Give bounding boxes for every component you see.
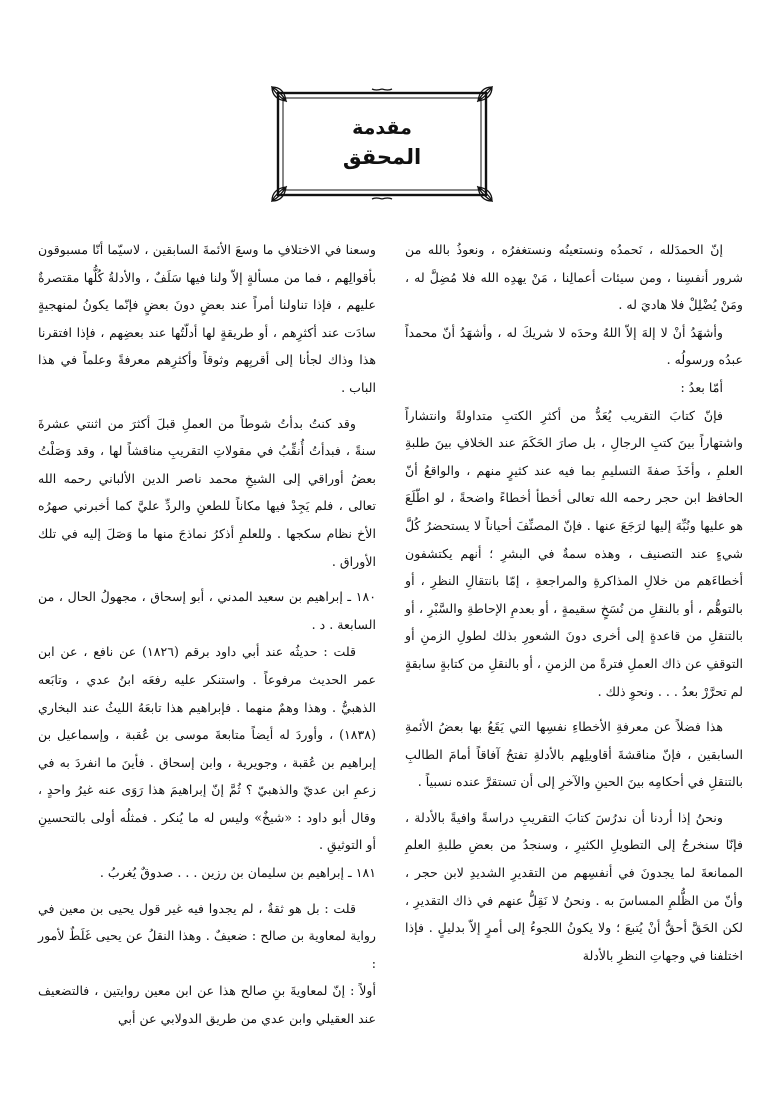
paragraph: ونحنُ إذا أردنا أن ندرُسَ كتابَ التقريبِ دراسةً وافيةً بالأدلة ، فإنّا سنخرجُ إلى التطويلِ الكثيرِ ، وسنجدُ من بعضِ طلبةِ العلمِ الممانعةَ لما يجدونَ في أنفسِهم من التقديرِ الشديدِ لابن حجر ، وأنّ من الظُّلمِ المساسَ به . ونحنُ لا نَقِلُّ عنهم في ذاك التقديرِ ، لكن الحَقَّ أحقُّ أنْ يُتبعَ ؛ ولا يكونُ اللجوءُ إلى أمرٍ إلاّ بدليلٍ . فإذا اختلفنا في وجهاتِ النظرِ بالأدلة xyxy=(405,809,743,963)
right-text-column xyxy=(405,236,743,969)
paragraph: فإنّ كتابَ التقريب يُعَدُّ من أكثرِ الكتبِ متداولةً وانتشاراً واشتهاراً بينَ كتبِ الرجالِ ، بل صارَ الحَكَمَ عند الخلافِ بينَ طلبةِ العلمِ ، وأخَذَ صفةَ التسليمِ بما فيه عند كثيرٍ منهم ، والواقعُ أنّ الحافظ ابن حجر رحمه الله تعالى أخطأ أخطاءً واضحةً ، لو اطّلَعَ هو عليها ونُبِّهَ إليها لرَجَعَ عنها . فإنّ المصنِّفَ أحياناً لا يستحضرُ كُلَّ شيءٍ عند التصنيف ، وهذه سمةٌ في البشرِ ؛ أنهم يكتشفون أخطاءَهم من خلالِ المذاكرةِ والمراجعةِ ، إمّا بانتقالِ النظرِ ، أو بالتوهُّم ، أو بالنقلِ من نُسَخٍ سقيمةٍ ، أو بعدمِ الإحاطةِ والسَّبْرِ ، أو بالتنقلِ من قاعدةٍ إلى أخرى دونَ الشعورِ بذلك لطولِ الزمنِ أو التوقفِ عن ذاك العملِ فترةً من الزمنِ ، أو بالنقلِ من كتابةٍ سابقةٍ لم تحرَّرْ بعدُ . . . ونحوِ ذلك . xyxy=(405,407,743,699)
paragraph: هذا فضلاً عن معرفةِ الأخطاءِ نفسِها التي يَقَعُ بها بعضُ الأئمةِ السابقين ، فإنّ مناقشةَ أقاويلِهم بالأدلةِ تفتحُ آفاقاً أمامَ الطالبِ بالتنقلِ في أحكامِه بينَ الحينِ والآخرِ إلى أن تستقرَّ عنده نسبياً . xyxy=(405,719,743,790)
paragraph: إنّ الحمدَلله ، نَحمدُه ونستعينُه ونستغفرُه ، ونعوذُ بالله من شرور أنفسِنا ، ومن سيئات أعمالِنا ، مَنْ يهدِه الله فلا مُضِلَّ له ، ومَنْ يُضْلِلْ فلا هاديَ له . xyxy=(405,242,743,313)
heading-line-1: مقدمة xyxy=(352,117,412,139)
paragraph: أمّا بعدُ : xyxy=(680,379,723,395)
paragraph: وأشهَدُ أنْ لا إلهَ إلاّ اللهُ وحدَه لا شريكَ له ، وأشهَدُ أنّ محمداً عبدُه ورسولُه . xyxy=(405,324,743,368)
paragraph: قلت : بل هو ثقةٌ ، لم يجدوا فيه غير قول يحيى بن معين في رواية لمعاوية بن صالح : ضعيفٌ . وهذا النقلُ عن يحيى غَلَطٌ لأمور : xyxy=(38,900,376,971)
heading-frame xyxy=(270,85,494,203)
paragraph: ١٨١ ـ إبراهيم بن سليمان بن رزين . . . صدوقٌ يُغربُ . xyxy=(99,865,376,881)
ornamental-frame-icon xyxy=(270,85,494,203)
paragraph: أولاً : إنّ لمعاويةَ بنِ صالح هذا عن ابن معين روايتين ، فالتضعيف عند العقيلي وابن عدي من طريق الدولابي عن أبي xyxy=(38,983,376,1027)
paragraph: وقد كنتُ بدأتُ شوطاً من العملِ قبلَ أكثرَ من اثنتي عشرةَ سنةً ، فبدأتُ أُنقِّبُ في مقولاتِ التقريبِ مناقشاً لها ، وقد وَصَلْتُ بعضُ أوراقي إلى الشيخِ محمد ناصر الدين الألباني رحمه الله تعالى ، فلم يَجِدْ فيها مكاناً للطعنِ والردِّ عليَّ كما أخبرني صهرُه الأخ نظام سكجها . وللعلمِ أذكرُ نماذجَ منها ما وَصَلَ إليه في تلك الأوراق . xyxy=(38,415,376,569)
paragraph: ١٨٠ ـ إبراهيم بن سعيد المدني ، أبو إسحاق ، مجهولُ الحال ، من السابعة . د . xyxy=(38,589,376,632)
left-text-column xyxy=(38,236,376,1033)
paragraph: وسعنا في الاختلافِ ما وسعَ الأئمةَ السابقين ، لاسيّما أنّا مسبوقون بأقوالِهم ، فما من مسألةٍ إلاّ ولنا فيها سَلَفٌ ، والأدلةُ كُلُّها مقتصرةٌ عليهم ، فإذا تناولنا أمراً عند بعضٍ دونَ بعضٍ فإنّما يكونُ لمنهجيةٍ سادَت عند أكثرِهم ، أو طريقةٍ لها أدلّتُها عند بعضِهم ، فإذا افتقرنا هذا وذاك لجأنا إلى أقربِهم وثوقاً وأكثرِهم معرفةً وعلماً في هذا الباب . xyxy=(38,242,376,395)
paragraph: قلت : حديثُه عند أبي داود برقم (١٨٢٦) عن نافع ، عن ابن عمر الحديث مرفوعاً . واستنكر عليه رفعَه ابنُ عدي ، وتابَعه الذهبيُّ . وهذا وهمٌ منهما . فإبراهيم هذا تابعَهُ الليثُ عند البخاري (١٨٣٨) ، وأوردَ له أيضاً متابعةَ موسى بن عُقبة ، وإسماعيل بن إبراهيم بن عُقبة ، وجويرية ، وابن إسحاق . فأينَ ما انفردَ به في زعمِ ابن عديّ والذهبيّ ؟ ثُمَّ إنّ إبراهيمَ هذا رَوَى عنه غيرُ واحدٍ ، وقال أبو داود : «شيخٌ» وليس له ما يُنكر . فمثلُه أولى بالتحسينِ أو التوثيقِ . xyxy=(38,644,376,853)
heading-line-2: المحقق xyxy=(342,145,422,169)
